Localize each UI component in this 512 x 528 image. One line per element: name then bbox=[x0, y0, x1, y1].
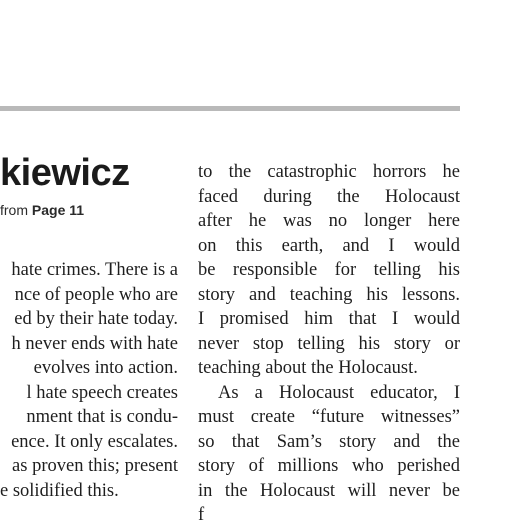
body-text-line: h never ends with hate bbox=[11, 333, 178, 354]
body-text-line: must create “future witnesses” bbox=[198, 407, 460, 427]
body-text-line: as proven this; present bbox=[12, 456, 178, 476]
body-text-line: on this earth, and I would bbox=[198, 235, 460, 256]
body-text-line: nment that is condu- bbox=[26, 407, 178, 427]
body-text-line: nce of people who are bbox=[14, 284, 178, 305]
body-text-line: faced during the Holocaust bbox=[198, 186, 460, 207]
body-text-line: I promised him that I would bbox=[198, 309, 460, 329]
continued-page-ref: Page 11 bbox=[31, 202, 85, 218]
body-text-line: be responsible for telling his bbox=[198, 260, 460, 280]
body-text-line: ence. It only escalates. bbox=[11, 431, 178, 452]
body-text-line: evolves into action. bbox=[33, 358, 178, 378]
body-text-line: so that Sam’s story and the bbox=[198, 431, 460, 452]
left-text-column bbox=[0, 258, 178, 503]
body-text-line: ed by their hate today. bbox=[14, 309, 178, 329]
body-text-line: e solidified this. bbox=[0, 480, 119, 501]
body-text-line: never stop telling his story or bbox=[198, 333, 460, 354]
section-divider-rule bbox=[0, 106, 460, 111]
article-headline: kiewicz bbox=[0, 152, 130, 194]
body-text-line: story of millions who perished bbox=[198, 456, 460, 476]
continued-prefix: from bbox=[0, 202, 28, 218]
body-text-line: l hate speech creates bbox=[26, 382, 178, 403]
body-text-line: hate crimes. There is a bbox=[11, 260, 178, 280]
body-text-line: story and teaching his lessons. bbox=[198, 284, 460, 305]
continued-from-label bbox=[0, 200, 84, 220]
body-text-line-cut-off: f bbox=[198, 505, 205, 525]
body-text-line: after he was no longer here bbox=[198, 211, 460, 231]
body-text-line: in the Holocaust will never be bbox=[198, 480, 460, 501]
body-text-line: to the catastrophic horrors he bbox=[198, 162, 460, 182]
right-text-column bbox=[198, 160, 460, 528]
paragraph-first-line: As a Holocaust educator, I bbox=[218, 382, 460, 403]
body-text-line: teaching about the Holocaust. bbox=[198, 358, 418, 378]
